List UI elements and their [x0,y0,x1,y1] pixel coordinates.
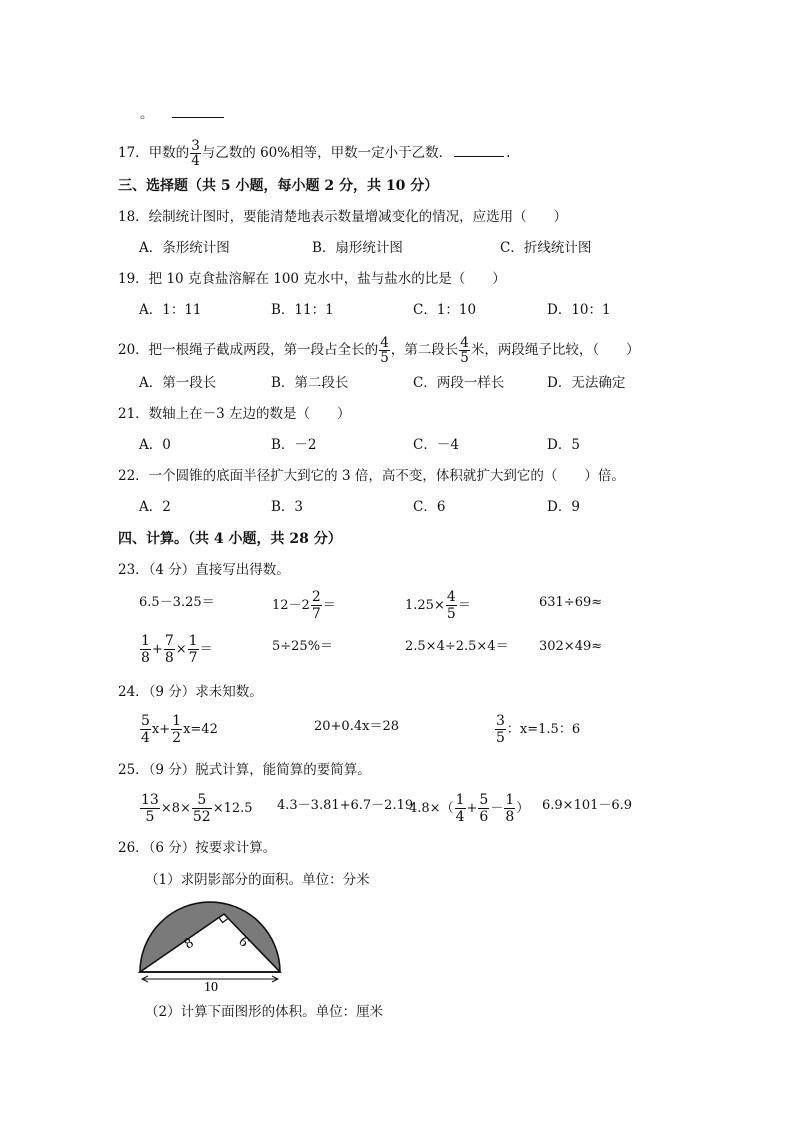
option-a: A．2 [139,499,171,515]
option-c: C．－4 [413,437,459,453]
fraction: $\frac{4}{5}$ [380,335,389,366]
option-c: C．6 [413,499,446,515]
period-mark: 。 [140,106,154,122]
option-d: D．5 [547,437,580,453]
expr: 5÷25%＝ [272,639,334,654]
question-21: 21．数轴上在－3 左边的数是（ ） [118,406,351,422]
section-4-title: 四、计算。（共 4 小题，共 28 分） [118,531,342,547]
option-a: A．1：11 [139,302,202,318]
option-c: C．1：10 [413,302,477,318]
question-22: 22．一个圆锥的底面半径扩大到它的 3 倍，高不变，体积就扩大到它的（ ）倍。 [118,468,625,484]
option-b: B．第二段长 [271,375,349,391]
option-b: B．扇形统计图 [312,240,403,256]
base-label-10: 10 [204,980,218,992]
expr: 6.9×101－6.9 [542,798,633,813]
expr: $\frac{1}{8}$ + $\frac{7}{8}$ × $\frac{1}{7}$ ＝ [141,633,213,666]
expr: 302×49≈ [539,639,603,654]
option-d: D．无法确定 [547,375,626,391]
option-a: A．0 [139,437,171,453]
question-18: 18．绘制统计图时，要能清楚地表示数量增减变化的情况，应选用（ ） [118,209,568,225]
expr: 1.25× $\frac{4}{5}$ ＝ [405,589,471,622]
section-3-title: 三、选择题（共 5 小题，每小题 2 分，共 10 分） [118,178,439,194]
option-c: C．两段一样长 [413,375,505,391]
question-24: 24．（9 分）求未知数。 [118,684,263,700]
option-a: A．第一段长 [139,375,217,391]
question-26: 26．（6 分）按要求计算。 [118,840,277,856]
option-b: B．－2 [271,437,317,453]
question-20: 20．把一根绳子截成两段，第一段占全长的 $\frac{4}{5}$ ，第二段长 $\frac{4}{5}$ 米，两段绳子比较，（ ） [118,335,640,366]
option-b: B．11：1 [271,302,334,318]
option-a: A．条形统计图 [139,240,230,256]
expr: 12－2 $\frac{2}{7}$ ＝ [272,589,336,622]
question-19: 19．把 10 克食盐溶解在 100 克水中，盐与盐水的比是（ ） [118,271,506,287]
equation: 20+0.4x＝28 [314,719,399,734]
question-17: 17．甲数的 $\frac{3}{4}$ 与乙数的 60%相等，甲数一定小于乙数． . [118,138,511,169]
prev-question-tail [140,104,226,124]
expr: 4.8×（ $\frac{1}{4}$ + $\frac{5}{6}$ － $\frac{1}{8}$ ） [409,792,530,825]
fraction: $\frac{4}{5}$ [460,335,469,366]
expr: 6.5－3.25＝ [139,595,215,610]
semicircle-figure [130,900,300,992]
question-23: 23．（4 分）直接写出得数。 [118,562,290,578]
option-b: B．3 [271,499,304,515]
option-c: C．折线统计图 [500,240,592,256]
expr: 631÷69≈ [539,595,603,610]
equation: $\frac{3}{5}$ ：x=1.5：6 [496,713,581,746]
option-d: D．10：1 [547,302,611,318]
equation: $\frac{5}{4}$ x+ $\frac{1}{2}$ x=42 [141,713,218,746]
leg-label-8: 8 [181,934,197,953]
answer-blank [172,104,224,118]
question-25: 25．（9 分）脱式计算，能简算的要简算。 [118,762,371,778]
expr: 4.3－3.81+6.7－2.19 [277,798,414,813]
sub-question-1: （1）求阴影部分的面积。单位：分米 [145,872,370,888]
expr: $\frac{13}{5}$ ×8× $\frac{5}{52}$ ×12.5 [141,792,253,825]
fraction: $\frac{3}{4}$ [191,138,200,169]
leg-label-6: 6 [235,933,252,951]
option-d: D．9 [547,499,580,515]
answer-blank [454,143,504,157]
expr: 2.5×4÷2.5×4＝ [405,639,509,654]
sub-question-2: （2）计算下面图形的体积。单位：厘米 [145,1004,384,1020]
